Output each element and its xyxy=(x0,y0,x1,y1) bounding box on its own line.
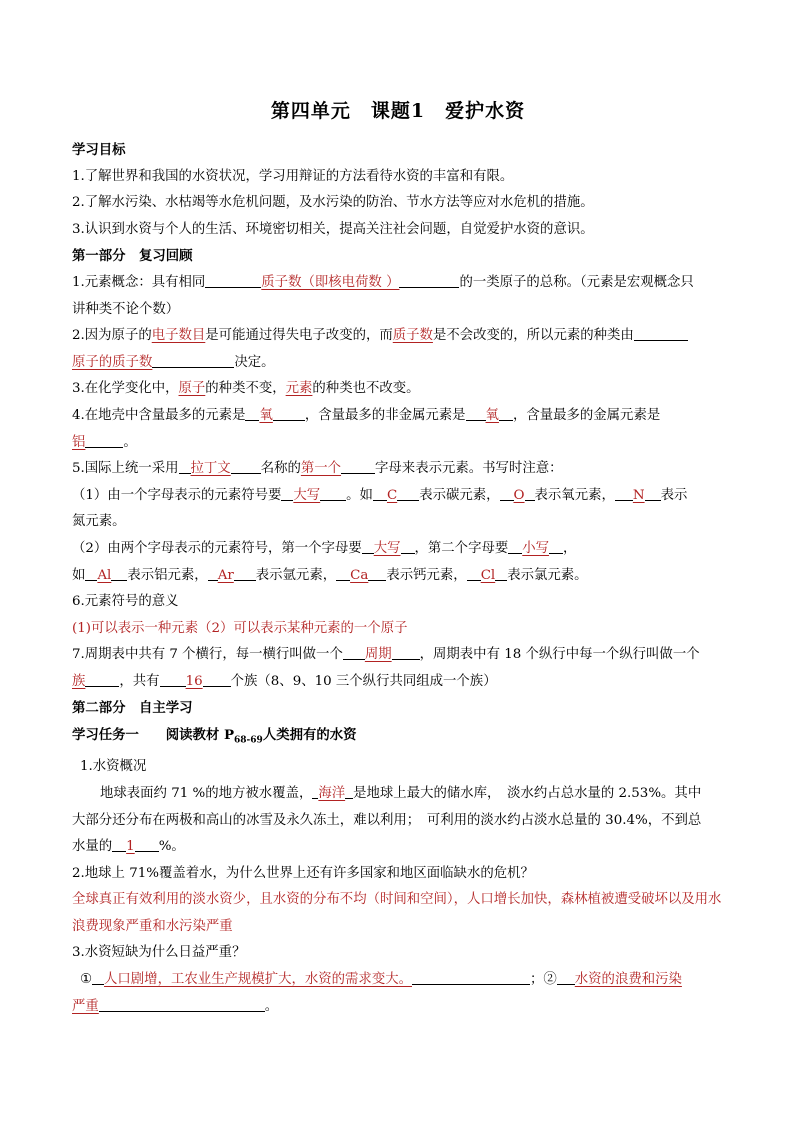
question-3: 3.在化学变化中，原子的种类不变，元素的种类也不改变。 xyxy=(72,381,420,397)
answer: (1)可以表示一种元素（2）可以表示某种元素的一个原子 xyxy=(72,620,408,636)
blank xyxy=(467,566,481,581)
blank xyxy=(111,566,127,581)
blank xyxy=(336,566,350,581)
blank xyxy=(85,672,119,687)
question-7: 7.周期表中共有 7 个横行，每一横行叫做一个 周期 ，周期表中有 18 个纵行中每一个纵行叫做一个 xyxy=(72,647,700,663)
page-title: 第四单元 课题1 爱护水资 xyxy=(270,100,526,122)
question-4-cont: 铝 。 xyxy=(72,434,137,450)
answer: 大写 xyxy=(293,487,321,503)
blank xyxy=(281,486,293,501)
answer: 铝 xyxy=(72,434,86,450)
blank xyxy=(399,273,459,288)
part2-heading: 第二部分 自主学习 xyxy=(72,700,193,717)
blank xyxy=(85,433,123,448)
blank xyxy=(373,486,387,501)
blank xyxy=(92,970,104,985)
answer: Al xyxy=(97,567,112,583)
question-2: 2.因为原子的电子数目是可能通过得失电子改变的，而质子数是不会改变的，所以元素的种类由 xyxy=(72,323,724,350)
blank xyxy=(392,645,420,660)
answer: 原子 xyxy=(178,381,206,397)
answer: 16 xyxy=(185,673,203,689)
blank xyxy=(634,326,688,341)
answer: 拉丁文 xyxy=(190,461,231,477)
blank xyxy=(152,353,234,368)
blank xyxy=(112,837,126,852)
blank xyxy=(401,539,415,554)
answer: 1 xyxy=(126,839,135,855)
answer: 人口剧增，工农业生产规模扩大，水资的需求变大。 xyxy=(104,972,412,988)
question-3b-answers: ① 人口剧增，工农业生产规模扩大，水资的需求变大。 ；② 水资的浪费和污染 xyxy=(80,972,682,988)
question-3b-cont: 严重 。 xyxy=(72,998,279,1014)
question-2b: 2.地球上 71%覆盖着水，为什么世界上还有许多国家和地区面临缺水的危机？ xyxy=(72,865,534,881)
blank xyxy=(273,406,305,421)
blank xyxy=(499,406,513,421)
answer: 第一个 xyxy=(300,461,342,477)
answer: Ar xyxy=(217,567,234,583)
answer: 大写 xyxy=(373,540,401,556)
question-7-cont: 族 ，共有 16 个族（8、9、10 三个纵行共同组成一个族） xyxy=(72,673,497,689)
part1-heading: 第一部分 复习回顾 xyxy=(72,248,193,265)
question-4: 4.在地壳中含量最多的元素是 氧 ，含量最多的非金属元素是 氧 ，含量最多的金属元素是 xyxy=(72,407,661,423)
blank xyxy=(99,997,265,1012)
blank xyxy=(135,837,159,852)
goals-heading: 学习目标 xyxy=(72,142,126,158)
blank xyxy=(234,566,256,581)
goal-item: 1.了解世界和我国的水资状况，学习用辩证的方法看待水资的丰富和有限。 xyxy=(72,168,514,184)
question-5-1-cont: 氮元素。 xyxy=(72,514,126,530)
blank xyxy=(368,566,386,581)
blank xyxy=(205,273,261,288)
answer: 质子数 xyxy=(392,328,433,344)
answer: 水资的浪费和污染 xyxy=(574,972,682,988)
answer: 小写 xyxy=(522,540,550,556)
blank xyxy=(341,459,375,474)
question-5-1: （1）由一个字母表示的元素符号要 大写 。如 C 表示碳元素， O 表示氧元素， N 表示 xyxy=(72,487,688,503)
question-5: 5.国际上统一采用 拉丁文 名称的第一个 字母来表示元素。书写时注意： xyxy=(72,461,563,477)
answer: O xyxy=(513,487,525,503)
blank xyxy=(525,486,535,501)
goal-item: 3.认识到水资与个人的生活、环境密切相关，提高关注社会问题，自觉爱护水资的意识。 xyxy=(72,221,594,237)
blank xyxy=(320,486,346,501)
answer: 电子数目 xyxy=(151,328,206,344)
answer: 元素 xyxy=(285,381,313,397)
question-6: 6.元素符号的意义 xyxy=(72,594,179,610)
question-2-cont: 原子的质子数 决定。 xyxy=(72,354,275,370)
answer: 海洋 xyxy=(318,785,346,801)
task1-heading: 学习任务一 阅读教材 $P_{68-69}$人类拥有的水资 xyxy=(72,727,357,746)
answer: 周期 xyxy=(364,647,392,663)
answer: Ca xyxy=(350,567,369,583)
blank xyxy=(203,672,231,687)
question-5-2: （2）由两个字母表示的元素符号，第一个字母要 大写 ，第二个字母要 小写 ， xyxy=(72,540,577,556)
blank xyxy=(345,784,353,799)
answer: 全球真正有效利用的淡水资少，且水资的分布不均（时间和空间），人口增长加快，森林植被遭受破坏以及用水浪费现象严重和水污染严重 xyxy=(72,892,722,934)
paragraph-1-line3: 水量的 1 %。 xyxy=(72,839,185,855)
blank xyxy=(362,539,374,554)
answer: N xyxy=(632,487,645,503)
blank xyxy=(397,486,419,501)
answer: 族 xyxy=(72,673,86,689)
document-page xyxy=(72,92,724,1020)
blank xyxy=(466,406,486,421)
blank xyxy=(645,486,661,501)
answer: 原子的质子数 xyxy=(72,354,153,370)
question-1-cont: 讲种类不论个数） xyxy=(72,301,180,317)
section-1: 1.水资概况 xyxy=(80,759,147,775)
answer: 质子数（即核电荷数 ） xyxy=(261,274,400,290)
blank xyxy=(412,970,530,985)
blank xyxy=(343,645,365,660)
blank xyxy=(160,672,186,687)
question-3b: 3.水资短缺为什么日益严重？ xyxy=(72,945,246,961)
blank xyxy=(508,539,522,554)
answer: 氧 xyxy=(485,407,499,423)
paragraph-1-line2: 大部分还分布在两极和高山的冰雪及永久冻土，难以利用； 可利用的淡水约占淡水总量的 30.4%，不到总 xyxy=(72,812,702,828)
blank xyxy=(495,566,507,581)
blank xyxy=(179,459,191,474)
answer: Cl xyxy=(480,567,496,583)
question-1: 1.元素概念：具有相同 质子数（即核电荷数 ） 的一类原子的总称。（元素是宏观概念只 xyxy=(72,274,694,290)
goal-item: 2.了解水污染、水枯竭等水危机问题，及水污染的防治、节水方法等应对水危机的措施。 xyxy=(72,195,594,211)
blank xyxy=(208,566,218,581)
blank xyxy=(85,566,97,581)
answer: C xyxy=(386,487,398,503)
blank xyxy=(245,406,259,421)
question-5-3: 如 Al 表示铝元素， Ar 表示氩元素， Ca 表示钙元素， Cl 表示氯元素。 xyxy=(72,567,588,583)
answer: 氧 xyxy=(259,407,273,423)
answer: 严重 xyxy=(72,998,99,1014)
blank xyxy=(549,539,563,554)
paragraph-1: 地球表面约 71 %的地方被水覆盖， 海洋 是地球上最大的储水库， 淡水约占总水量的 2.53%。其中 xyxy=(100,785,702,801)
blank xyxy=(615,486,633,501)
blank xyxy=(231,459,261,474)
blank xyxy=(500,486,514,501)
blank xyxy=(557,970,575,985)
